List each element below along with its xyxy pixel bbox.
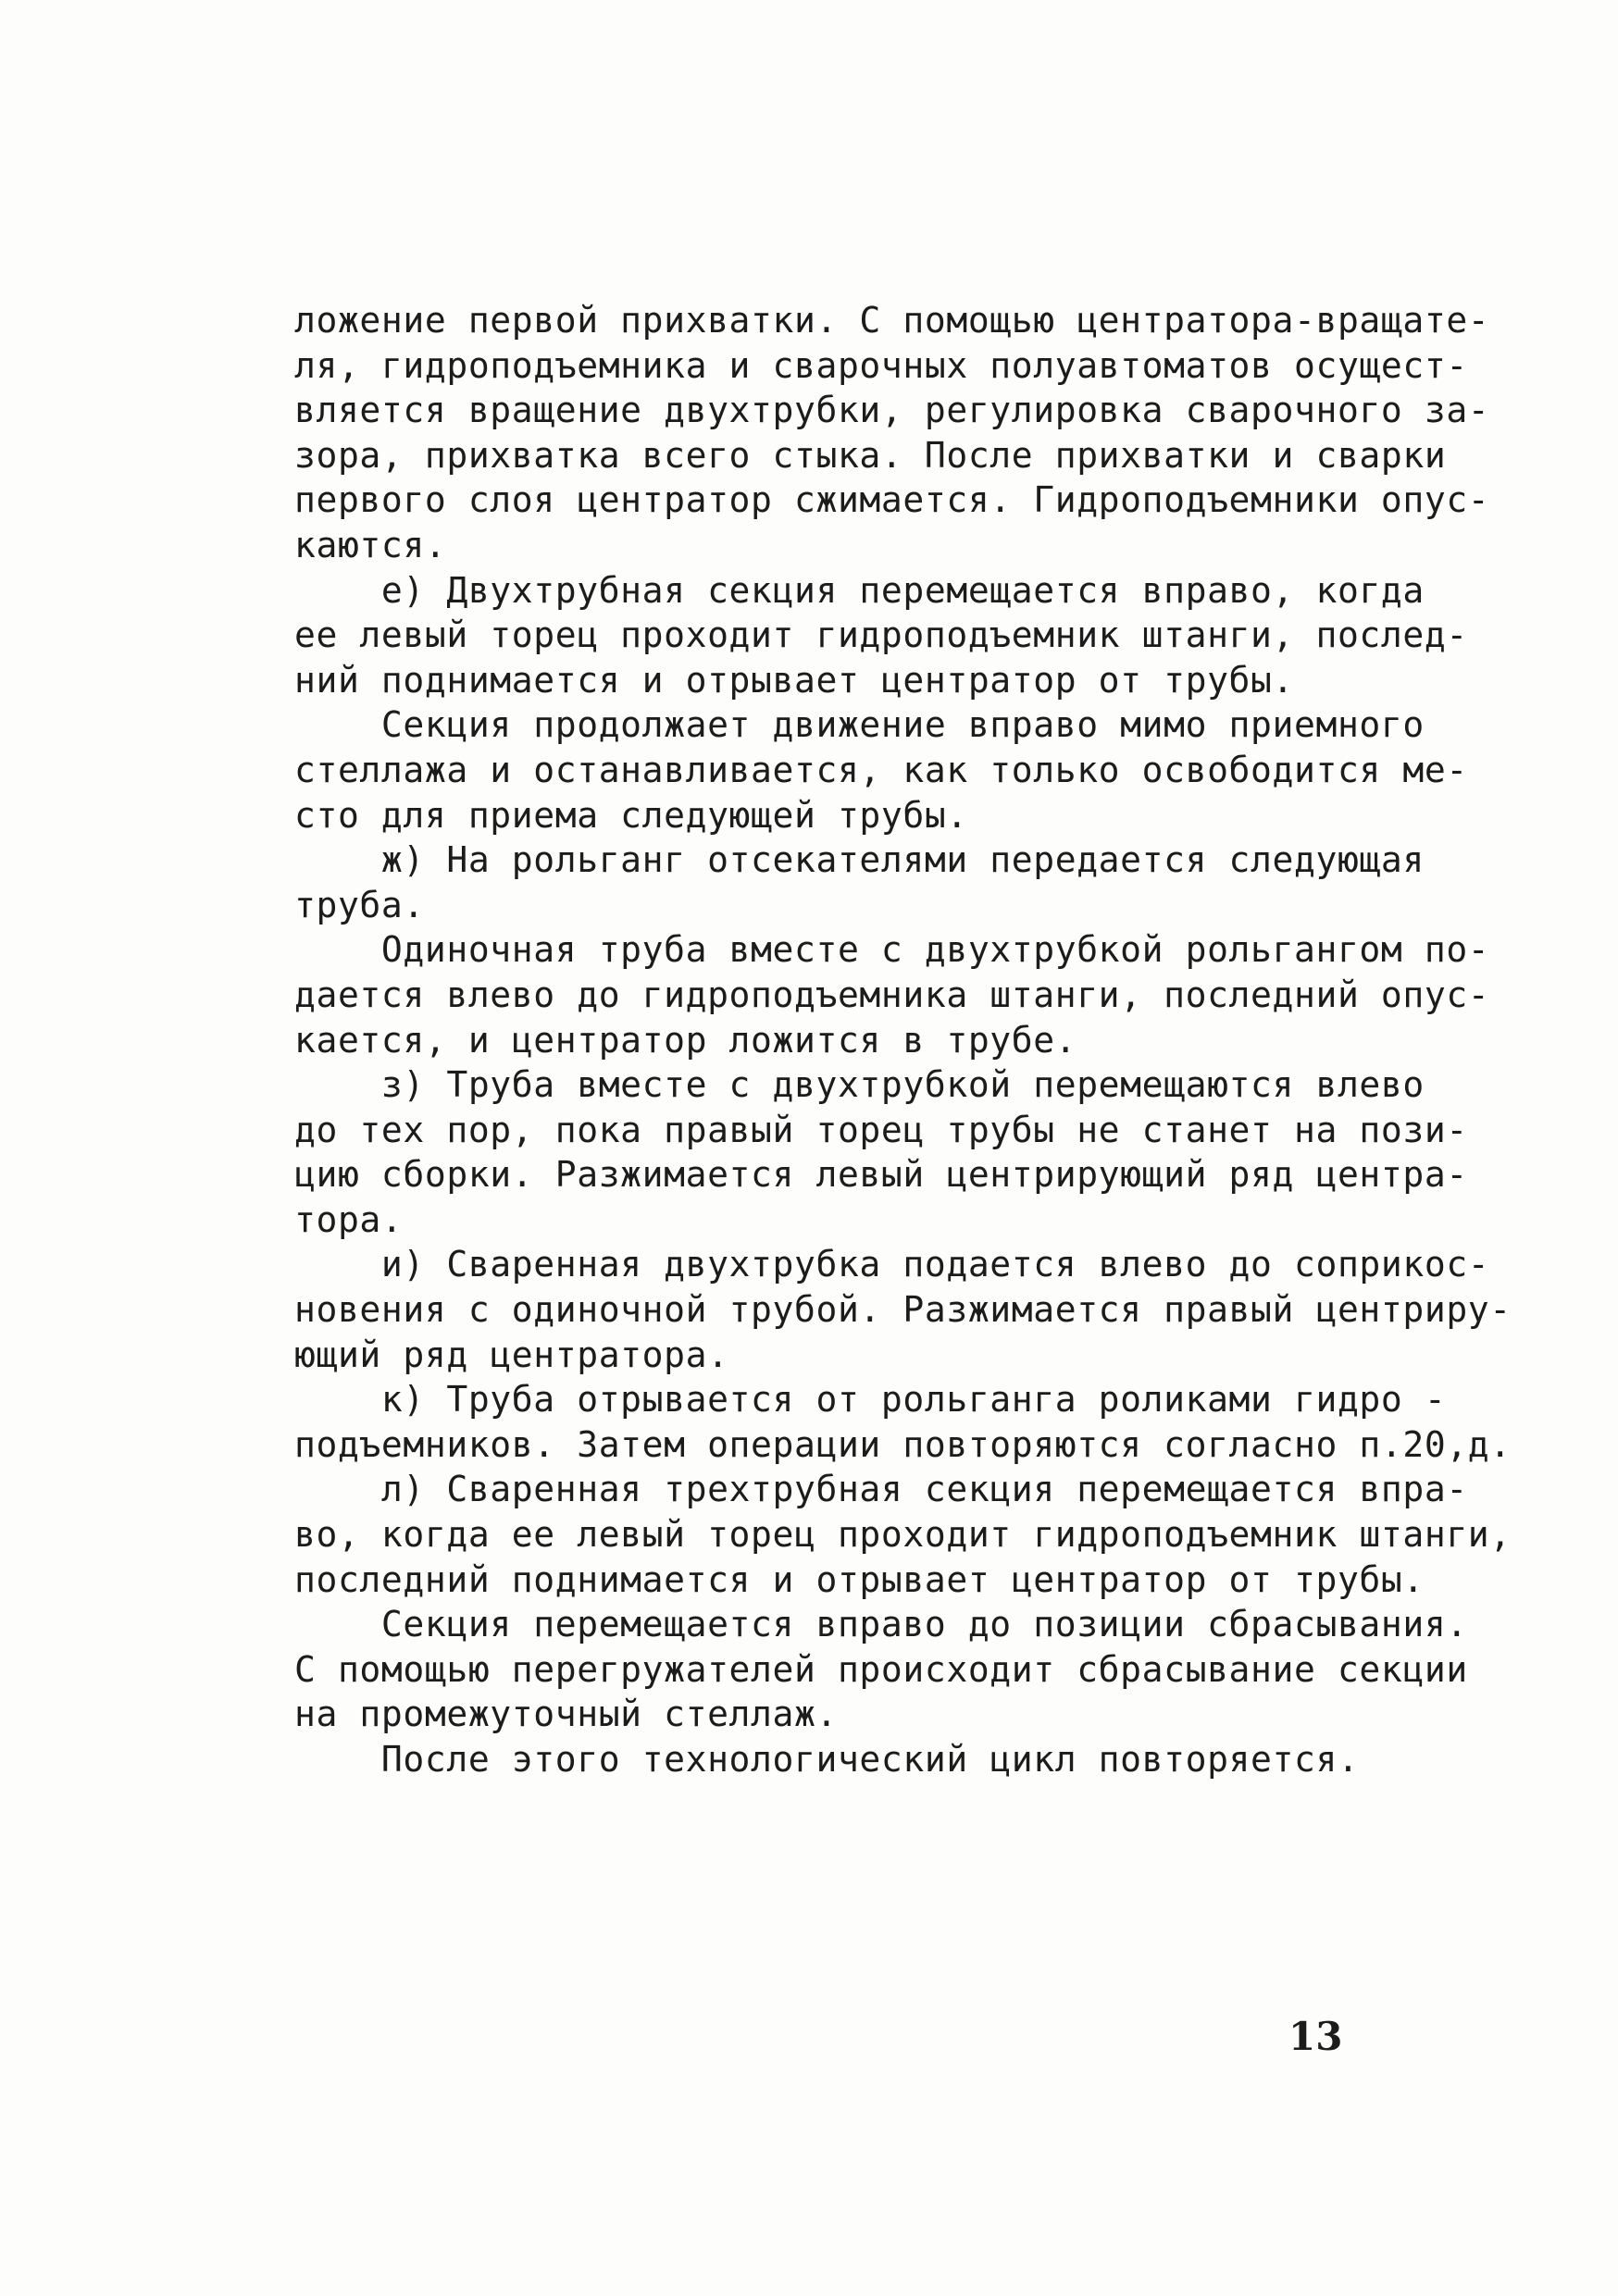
text-line: цию сборки. Разжимается левый центрирующий ряд центра- (294, 1154, 1468, 1196)
text-line: во, когда ее левый торец проходит гидроподъемник штанги, (294, 1514, 1512, 1556)
text-line: на промежуточный стеллаж. (294, 1694, 838, 1735)
text-line: Секция продолжает движение вправо мимо приемного (294, 704, 1425, 746)
text-line: сто для приема следующей трубы. (294, 794, 968, 836)
text-line: з) Труба вместе с двухтрубкой перемещаются влево (294, 1064, 1425, 1106)
text-line: и) Сваренная двухтрубка подается влево до соприкос- (294, 1244, 1490, 1285)
text-line: дается влево до гидроподъемника штанги, последний опус- (294, 974, 1490, 1015)
text-line: вляется вращение двухтрубки, регулировка сварочного за- (294, 390, 1490, 431)
text-line: подъемников. Затем операции повторяются согласно п.20,д. (294, 1423, 1512, 1465)
text-line: ж) На рольганг отсекателями передается следующая (294, 839, 1425, 881)
text-line: каются. (294, 524, 447, 565)
text-line: л) Сваренная трехтрубная секция перемещается впра- (294, 1469, 1468, 1510)
text-line: ющий ряд центратора. (294, 1334, 729, 1375)
text-line: После этого технологический цикл повторяется. (294, 1739, 1360, 1780)
text-line: труба. (294, 884, 425, 925)
text-line: последний поднимается и отрывает центратор от трубы. (294, 1558, 1425, 1600)
text-line: стеллажа и останавливается, как только освободится ме- (294, 749, 1468, 790)
text-line: к) Труба отрывается от рольганга роликами гидро - (294, 1379, 1447, 1421)
text-line: до тех пор, пока правый торец трубы не станет на пози- (294, 1109, 1468, 1150)
text-line: новения с одиночной трубой. Разжимается правый центриру- (294, 1289, 1512, 1331)
text-line: зора, прихватка всего стыка. После прихватки и сварки (294, 434, 1447, 476)
text-line: ний поднимается и отрывает центратор от трубы. (294, 659, 1294, 701)
text-line: кается, и центратор ложится в трубе. (294, 1019, 1077, 1061)
text-line: ее левый торец проходит гидроподъемник штанги, послед- (294, 614, 1468, 656)
text-line: первого слоя центратор сжимается. Гидроподъемники опус- (294, 479, 1490, 521)
text-line: тора. (294, 1198, 404, 1240)
text-line: С помощью перегружателей происходит сбрасывание секции (294, 1648, 1468, 1690)
text-line: Секция перемещается вправо до позиции сбрасывания. (294, 1604, 1468, 1645)
text-line: ля, гидроподъемника и сварочных полуавтоматов осущест- (294, 344, 1468, 386)
text-line: е) Двухтрубная секция перемещается вправо, когда (294, 569, 1425, 611)
body-text (294, 298, 1512, 1782)
text-line: ложение первой прихватки. С помощью центратора-вращате- (294, 300, 1490, 341)
page-number: 13 (1288, 2014, 1343, 2059)
text-line: Одиночная труба вместе с двухтрубкой рольгангом по- (294, 929, 1490, 971)
